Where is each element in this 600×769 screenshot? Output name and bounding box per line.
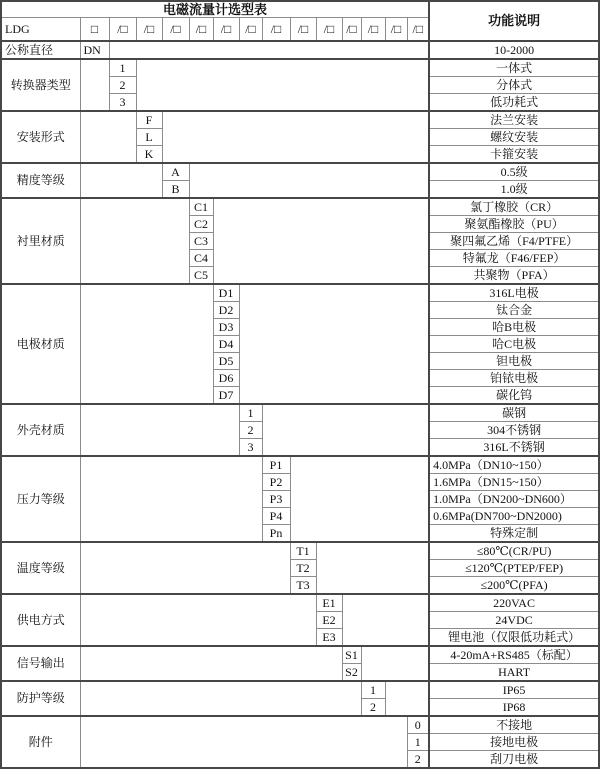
- desc-cell: 接地电极: [429, 734, 599, 751]
- code-cell: E1: [316, 594, 342, 612]
- model-code-slot: /□: [361, 18, 385, 42]
- desc-cell: 碳化钨: [429, 387, 599, 405]
- desc-cell: 24VDC: [429, 612, 599, 629]
- desc-cell: HART: [429, 664, 599, 682]
- category-housing-material: 外壳材质: [1, 404, 80, 456]
- model-code-slot: /□: [136, 18, 162, 42]
- spacer: [80, 542, 290, 594]
- code-cell: 2: [239, 422, 262, 439]
- code-cell: T2: [290, 560, 316, 577]
- desc-cell: 特殊定制: [429, 525, 599, 543]
- category-signal-output: 信号输出: [1, 646, 80, 681]
- spacer: [162, 111, 429, 163]
- spacer: [80, 284, 213, 404]
- code-cell: D1: [213, 284, 239, 302]
- desc-cell: 1.0级: [429, 181, 599, 199]
- desc-cell: 碳钢: [429, 404, 599, 422]
- desc-cell: 0.5级: [429, 163, 599, 181]
- code-cell: D3: [213, 319, 239, 336]
- code-cell: C3: [189, 233, 213, 250]
- desc-cell: ≤200℃(PFA): [429, 577, 599, 595]
- desc-cell: ≤120℃(PTEP/FEP): [429, 560, 599, 577]
- spacer: [80, 716, 407, 768]
- code-cell: 2: [407, 751, 429, 769]
- code-cell: P2: [262, 474, 290, 491]
- table-title: 电磁流量计选型表: [1, 1, 429, 18]
- model-code-slot: /□: [239, 18, 262, 42]
- category-accessory: 附件: [1, 716, 80, 768]
- code-cell: 2: [109, 77, 136, 94]
- spacer: [136, 59, 429, 111]
- desc-cell: 聚氨酯橡胶（PU）: [429, 216, 599, 233]
- code-cell: P1: [262, 456, 290, 474]
- code-cell: 3: [109, 94, 136, 112]
- code-cell: K: [136, 146, 162, 164]
- desc-cell: 316L不锈钢: [429, 439, 599, 457]
- desc-cell: 1.6MPa（DN15~150）: [429, 474, 599, 491]
- category-nominal-diameter: 公称直径: [1, 41, 80, 59]
- desc-cell: 哈B电极: [429, 319, 599, 336]
- model-code-slot: /□: [316, 18, 342, 42]
- spacer: [109, 41, 429, 59]
- code-cell: D7: [213, 387, 239, 405]
- desc-cell: 共聚物（PFA）: [429, 267, 599, 285]
- spacer: [239, 284, 429, 404]
- model-code-box: □: [80, 18, 109, 42]
- category-converter-type: 转换器类型: [1, 59, 80, 111]
- desc-cell: 特氟龙（F46/FEP）: [429, 250, 599, 267]
- code-cell: 1: [239, 404, 262, 422]
- spacer: [342, 594, 429, 646]
- spacer: [385, 681, 429, 716]
- desc-cell: 聚四氟乙烯（F4/PTFE）: [429, 233, 599, 250]
- desc-cell: 钽电极: [429, 353, 599, 370]
- model-prefix: LDG: [1, 18, 80, 42]
- code-cell: D5: [213, 353, 239, 370]
- code-cell: B: [162, 181, 189, 199]
- code-cell: C2: [189, 216, 213, 233]
- code-cell: E3: [316, 629, 342, 647]
- desc-cell: 一体式: [429, 59, 599, 77]
- desc-cell: 220VAC: [429, 594, 599, 612]
- desc-cell: 哈C电极: [429, 336, 599, 353]
- code-cell: D6: [213, 370, 239, 387]
- code-cell: A: [162, 163, 189, 181]
- model-code-slot: /□: [109, 18, 136, 42]
- model-code-slot: /□: [262, 18, 290, 42]
- category-liner-material: 衬里材质: [1, 198, 80, 284]
- code-cell: D2: [213, 302, 239, 319]
- spacer: [316, 542, 429, 594]
- model-code-slot: /□: [407, 18, 429, 42]
- spacer: [262, 404, 429, 456]
- model-code-slot: /□: [290, 18, 316, 42]
- desc-cell: 锂电池（仅限低功耗式）: [429, 629, 599, 647]
- code-cell: Pn: [262, 525, 290, 543]
- desc-cell: 低功耗式: [429, 94, 599, 112]
- code-cell: L: [136, 129, 162, 146]
- code-cell: D4: [213, 336, 239, 353]
- spacer: [80, 594, 316, 646]
- desc-cell: 304不锈钢: [429, 422, 599, 439]
- code-cell: T1: [290, 542, 316, 560]
- code-cell: F: [136, 111, 162, 129]
- code-cell: C4: [189, 250, 213, 267]
- spacer: [80, 456, 262, 542]
- desc-cell: 铂铱电极: [429, 370, 599, 387]
- code-cell: P3: [262, 491, 290, 508]
- code-cell: 2: [361, 699, 385, 717]
- code-cell: 1: [407, 734, 429, 751]
- desc-cell: IP65: [429, 681, 599, 699]
- code-cell: P4: [262, 508, 290, 525]
- code-cell: E2: [316, 612, 342, 629]
- desc-cell: 氯丁橡胶（CR）: [429, 198, 599, 216]
- model-code-slot: /□: [342, 18, 361, 42]
- spacer: [80, 111, 136, 163]
- spacer: [80, 681, 361, 716]
- code-cell: C5: [189, 267, 213, 285]
- desc-cell: IP68: [429, 699, 599, 717]
- spacer: [80, 198, 189, 284]
- code-cell: DN: [80, 41, 109, 59]
- model-code-slot: /□: [162, 18, 189, 42]
- spacer: [361, 646, 429, 681]
- spacer: [189, 163, 429, 198]
- code-cell: 1: [109, 59, 136, 77]
- code-cell: 1: [361, 681, 385, 699]
- spacer: [80, 404, 239, 456]
- category-electrode-material: 电极材质: [1, 284, 80, 404]
- code-cell: 3: [239, 439, 262, 457]
- model-code-slot: /□: [385, 18, 407, 42]
- spacer: [80, 646, 342, 681]
- category-power-supply: 供电方式: [1, 594, 80, 646]
- desc-cell: 螺纹安装: [429, 129, 599, 146]
- category-accuracy-grade: 精度等级: [1, 163, 80, 198]
- desc-cell: 钛合金: [429, 302, 599, 319]
- category-protection-grade: 防护等级: [1, 681, 80, 716]
- model-code-slot: /□: [189, 18, 213, 42]
- spacer: [80, 163, 162, 198]
- desc-cell: 4-20mA+RS485（标配）: [429, 646, 599, 664]
- function-description-header: 功能说明: [429, 1, 599, 41]
- code-cell: S1: [342, 646, 361, 664]
- desc-cell: ≤80℃(CR/PU): [429, 542, 599, 560]
- desc-cell: 卡箍安装: [429, 146, 599, 164]
- code-cell: T3: [290, 577, 316, 595]
- desc-cell: 刮刀电极: [429, 751, 599, 769]
- code-cell: S2: [342, 664, 361, 682]
- category-temperature-grade: 温度等级: [1, 542, 80, 594]
- spacer: [80, 59, 109, 111]
- desc-cell: 1.0MPa（DN200~DN600）: [429, 491, 599, 508]
- desc-cell: 0.6MPa(DN700~DN2000): [429, 508, 599, 525]
- desc-cell: 316L电极: [429, 284, 599, 302]
- desc-cell: 分体式: [429, 77, 599, 94]
- category-pressure-grade: 压力等级: [1, 456, 80, 542]
- desc-cell: 法兰安装: [429, 111, 599, 129]
- desc-cell: 4.0MPa（DN10~150）: [429, 456, 599, 474]
- category-install-form: 安装形式: [1, 111, 80, 163]
- desc-cell: 不接地: [429, 716, 599, 734]
- desc-cell: 10-2000: [429, 41, 599, 59]
- spacer: [213, 198, 429, 284]
- model-code-slot: /□: [213, 18, 239, 42]
- code-cell: C1: [189, 198, 213, 216]
- spacer: [290, 456, 429, 542]
- code-cell: 0: [407, 716, 429, 734]
